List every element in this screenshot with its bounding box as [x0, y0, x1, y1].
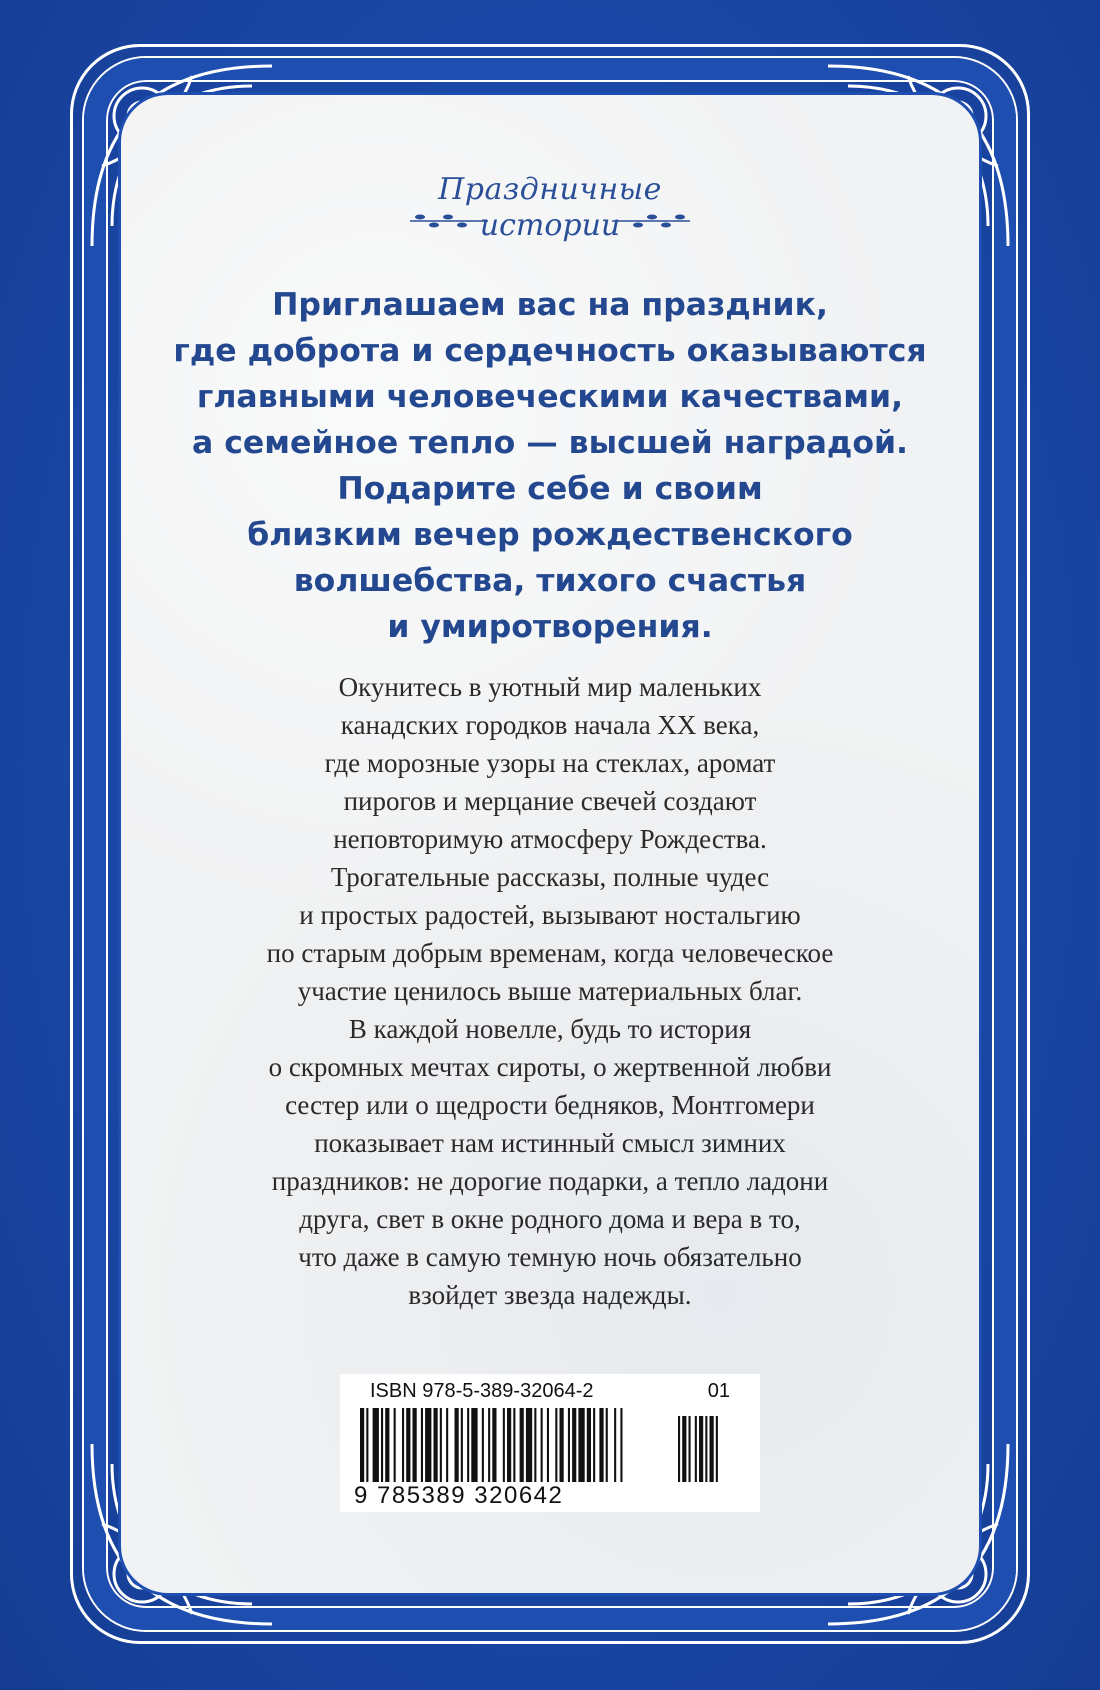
lead-paragraph — [150, 282, 950, 650]
barcode-bar — [385, 1408, 389, 1482]
barcode-bar — [560, 1408, 564, 1482]
series-logo-line2: истории — [479, 208, 621, 243]
barcode-bar — [366, 1408, 368, 1482]
barcode-bar — [503, 1408, 505, 1482]
barcode-bar — [413, 1408, 417, 1482]
barcode-addon-bar — [705, 1416, 707, 1482]
body-line: друга, свет в окне родного дома и вера в то, — [299, 1204, 801, 1234]
barcode-bar — [620, 1408, 622, 1482]
barcode-bar — [599, 1408, 603, 1482]
barcode-bar — [492, 1408, 496, 1482]
barcode-bar — [587, 1408, 591, 1482]
barcode-addon-bar — [695, 1416, 697, 1482]
barcode-bar — [593, 1408, 595, 1482]
barcode-addon-bar — [699, 1416, 703, 1482]
body-line: участие ценилось выше материальных благ. — [297, 976, 803, 1006]
barcode-bar — [488, 1408, 490, 1482]
barcode-addon-bar — [689, 1416, 691, 1482]
barcode-bar — [471, 1408, 477, 1482]
body-paragraph — [150, 668, 950, 1314]
barcode-addon-bar — [678, 1416, 680, 1482]
isbn-line — [370, 1380, 750, 1404]
barcode-bar — [541, 1408, 543, 1482]
barcode-bar — [425, 1408, 431, 1482]
barcode-bar — [547, 1408, 549, 1482]
barcode-bar — [394, 1408, 396, 1482]
laurel-right-icon — [610, 210, 690, 232]
body-line: сестер или о щедрости бедняков, Монтгомери — [285, 1090, 815, 1120]
barcode-bar — [568, 1408, 570, 1482]
barcode-bar — [440, 1408, 442, 1482]
body-line: что даже в самую темную ночь обязательно — [298, 1242, 802, 1272]
barcode-addon-bar — [716, 1416, 718, 1482]
body-line: взойдет звезда надежды. — [408, 1280, 692, 1310]
barcode-bar — [520, 1408, 524, 1482]
barcode-bar — [434, 1408, 438, 1482]
body-line: и простых радостей, вызывают ностальгию — [299, 900, 801, 930]
barcode-bar — [507, 1408, 511, 1482]
lead-line: главными человеческими качествами, — [196, 379, 904, 415]
body-line: праздников: не дорогие подарки, а тепло ладони — [271, 1166, 829, 1196]
barcode-bar — [614, 1408, 616, 1482]
lead-line: близким вечер рождественского — [247, 517, 853, 553]
lead-line: и умиротворения. — [387, 609, 713, 645]
body-line: канадских городков начала XX века, — [340, 710, 760, 740]
barcode-bar — [373, 1408, 379, 1482]
barcode-bar — [513, 1408, 515, 1482]
series-logo — [400, 172, 700, 252]
barcode-bar — [406, 1408, 410, 1482]
barcode — [340, 1374, 760, 1512]
barcode-bar — [381, 1408, 383, 1482]
barcode-bar — [455, 1408, 459, 1482]
barcode-bar — [421, 1408, 423, 1482]
barcode-addon-bar — [682, 1416, 686, 1482]
lead-line: где доброта и сердечность оказываются — [173, 333, 927, 369]
barcode-bar — [467, 1408, 469, 1482]
barcode-bar — [402, 1408, 404, 1482]
body-line: показывает нам истинный смысл зимних — [314, 1128, 786, 1158]
barcode-bar — [446, 1408, 448, 1482]
barcode-bar — [461, 1408, 463, 1482]
body-line: пирогов и мерцание свечей создают — [343, 786, 757, 816]
lead-line: Приглашаем вас на праздник, — [272, 287, 828, 323]
barcode-bar — [578, 1408, 584, 1482]
barcode-bar — [526, 1408, 532, 1482]
body-line: Трогательные рассказы, полные чудес — [330, 862, 770, 892]
isbn-addon: 01 — [707, 1380, 730, 1402]
lead-line: а семейное тепло — высшей наградой. — [191, 425, 909, 461]
body-line: по старым добрым временам, когда человеческое — [266, 938, 834, 968]
barcode-bar — [555, 1408, 557, 1482]
barcode-bars — [360, 1408, 740, 1482]
body-line: неповторимую атмосферу Рождества. — [333, 824, 767, 854]
body-line: о скромных мечтах сироты, о жертвенной любви — [268, 1052, 832, 1082]
lead-line: Подарите себе и своим — [337, 471, 763, 507]
barcode-bar — [482, 1408, 484, 1482]
body-line: В каждой новелле, будь то история — [348, 1014, 752, 1044]
isbn-label: ISBN 978-5-389-32064-2 — [370, 1380, 594, 1402]
laurel-left-icon — [410, 210, 490, 232]
barcode-bar — [572, 1408, 576, 1482]
body-line: Окунитесь в уютный мир маленьких — [338, 672, 762, 702]
body-line: где морозные узоры на стеклах, аромат — [324, 748, 776, 778]
series-logo-line1: Праздничные — [438, 172, 662, 207]
barcode-addon-bar — [710, 1416, 714, 1482]
barcode-bar — [360, 1408, 364, 1482]
barcode-bar — [534, 1408, 536, 1482]
barcode-digits: 9 785389 320642 — [354, 1482, 564, 1509]
barcode-bar — [606, 1408, 608, 1482]
lead-line: волшебства, тихого счастья — [293, 563, 807, 599]
